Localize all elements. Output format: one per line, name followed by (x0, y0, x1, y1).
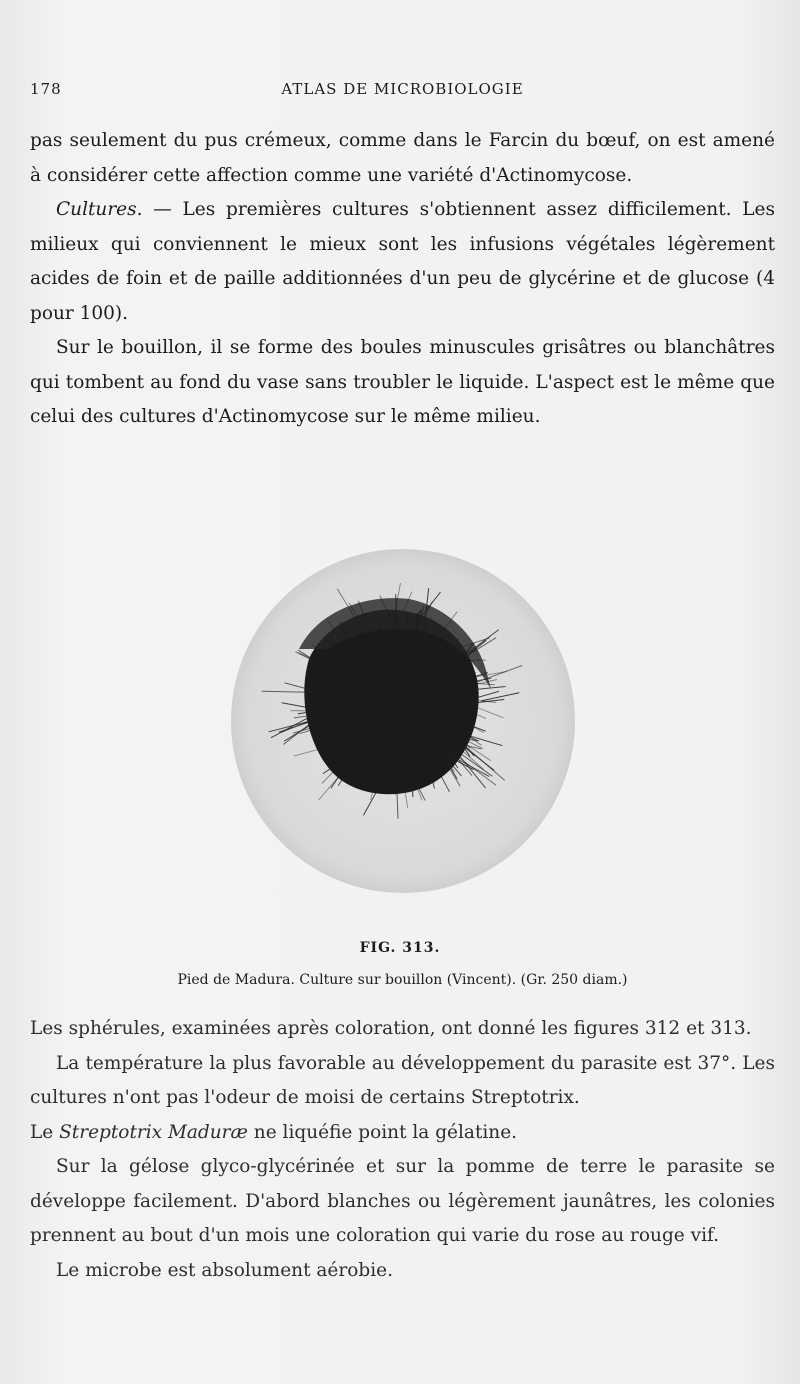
figure-number: FIG. 313. (359, 940, 441, 956)
cultures-heading: Cultures. (56, 199, 143, 220)
page-header (30, 80, 775, 104)
upper-text-block (30, 124, 775, 435)
page-number: 178 (30, 80, 62, 98)
gelatine-rest: ne liquéfie point la gélatine. (247, 1121, 518, 1143)
gelatine-lead: Le (30, 1121, 60, 1143)
paragraph-1: pas seulement du pus crémeux, comme dans le Farcin du bœuf, on est amené à considérer cette affection comme une variété d'Actinomycose. (30, 130, 775, 186)
paragraph-aerobie: Le microbe est absolument aérobie. (56, 1259, 393, 1281)
paragraph-cultures (30, 193, 775, 331)
paragraph-bouillon: Sur le bouillon, il se forme des boules minuscules grisâtres ou blanchâtres qui tombent au fond du vase sans troubler le liquide. L'aspect est le même que celui des cultures d'Actinomycose sur le même milieu. (30, 337, 775, 427)
paragraph-temperature: La température la plus favorable au développement du parasite est 37°. Les cultures n'ont pas l'odeur de moisi de certains Streptotrix. (30, 1052, 775, 1108)
paragraph-gelose: Sur la gélose glyco-glycérinée et sur la pomme de terre le parasite se développe facilement. D'abord blanches ou légèrement jaunâtres, les colonies prennent au bout d'un mois une coloration qui varie du rose au rouge vif. (30, 1156, 775, 1246)
paragraph-spherules: Les sphérules, examinées après coloration, ont donné les figures 312 et 313. (30, 1018, 752, 1039)
figure-caption: Pied de Madura. Culture sur bouillon (Vincent). (Gr. 250 diam.) (177, 972, 628, 988)
species-name: Streptotrix Maduræ (59, 1121, 248, 1143)
lower-text-block (30, 1012, 775, 1288)
culture-figure (229, 549, 577, 894)
running-title: ATLAS DE MICROBIOLOGIE (281, 80, 524, 98)
cultures-text: — Les premières cultures s'obtiennent assez difficilement. Les milieux qui conviennent le mieux sont les infusions végétales légèrement acides de foin et de paille additionnées d'un peu de glycérine et de glucose (4 pour 100). (30, 199, 775, 324)
paragraph-gelatine (30, 1116, 775, 1151)
